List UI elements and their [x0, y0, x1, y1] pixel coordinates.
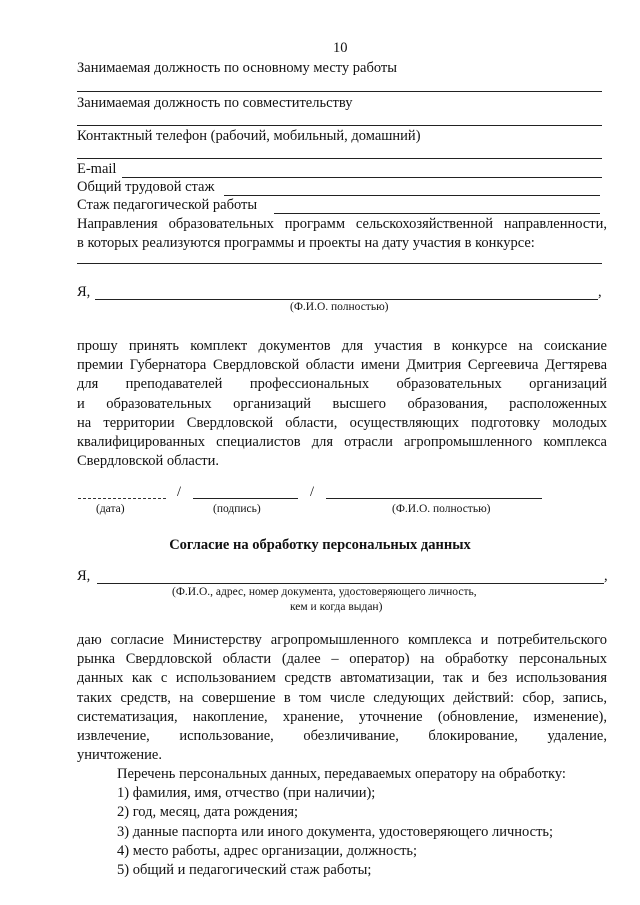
page-number: 10 [333, 40, 348, 56]
signature-caption: (подпись) [213, 503, 261, 515]
programs-line[interactable] [77, 263, 602, 264]
list-item: 3) данные паспорта или иного документа, удостоверяющего личность; [117, 823, 554, 840]
part-time-position-line[interactable] [77, 125, 602, 126]
consent-title: Согласие на обработку персональных данных [169, 537, 471, 553]
consent-list [117, 765, 566, 880]
main-position-line[interactable] [77, 91, 602, 92]
email-label: E-mail [77, 161, 117, 177]
contact-phone-label: Контактный телефон (рабочий, мобильный, домашний) [77, 128, 421, 144]
application-body-line: квалифицированных специалистов для отрасли агропромышленного комплекса [77, 433, 607, 450]
programs-line-2: в которых реализуются программы и проекты на дату участия в конкурсе: [77, 235, 535, 252]
consent-body-line: уничтожение. [77, 747, 162, 764]
list-item: 1) фамилия, имя, отчество (при наличии); [117, 785, 376, 802]
application-body-line: премии Губернатора Свердловской области имени Дмитрия Сергеевича Дегтярева [77, 357, 607, 374]
list-intro: Перечень персональных данных, передаваемых оператору на обработку: [117, 766, 566, 782]
slash-2: / [310, 484, 315, 500]
teaching-experience-label: Стаж педагогической работы [77, 197, 258, 213]
main-position-label: Занимаемая должность по основному месту работы [77, 60, 397, 76]
consent-body-line: таких средств, на совершение в том числе следующих действий: сбор, запись, [77, 689, 607, 706]
application-body-line: для преподавателей профессиональных образовательных организаций [77, 376, 607, 393]
date-line[interactable] [78, 498, 166, 499]
programs-label [77, 215, 607, 253]
list-item: 2) год, месяц, дата рождения; [117, 804, 299, 821]
application-comma: , [598, 284, 602, 300]
signature-fio-line[interactable] [326, 498, 542, 499]
teaching-experience-line[interactable] [274, 213, 600, 214]
application-body-line: на территории Свердловской области, осуществляющих подготовку молодых [77, 414, 607, 431]
list-item: 4) место работы, адрес организации, должность; [117, 842, 418, 859]
consent-caption-1: (Ф.И.О., адрес, номер документа, удостоверяющего личность, [172, 586, 477, 598]
signature-line[interactable] [193, 498, 298, 499]
consent-body [77, 631, 607, 765]
consent-body-line: даю согласие Министерству агропромышленного комплекса и потребительского [77, 632, 607, 648]
application-body-line: прошу принять комплект документов для участия в конкурсе на соискание [77, 338, 607, 354]
consent-fio-line[interactable] [97, 583, 604, 584]
list-item: 5) общий и педагогический стаж работы; [117, 861, 372, 878]
application-fio-caption: (Ф.И.О. полностью) [290, 301, 389, 313]
application-body-line: Свердловской области. [77, 453, 220, 470]
application-body [77, 337, 607, 471]
consent-body-line: рынка Свердловской области (далее – оператор) на обработку персональных [77, 651, 607, 668]
consent-comma: , [604, 568, 608, 584]
application-fio-line[interactable] [95, 299, 598, 300]
part-time-position-label: Занимаемая должность по совместительству [77, 95, 353, 111]
signature-fio-caption: (Ф.И.О. полностью) [392, 503, 491, 515]
consent-ya: Я, [77, 568, 91, 584]
consent-caption-2: кем и когда выдан) [290, 601, 383, 613]
contact-phone-line[interactable] [77, 158, 602, 159]
application-ya: Я, [77, 284, 91, 300]
total-experience-label: Общий трудовой стаж [77, 179, 215, 195]
total-experience-line[interactable] [224, 195, 600, 196]
consent-body-line: данных как с использованием средств автоматизации, так и без использования [77, 670, 607, 687]
consent-body-line: систематизация, накопление, хранение, уточнение (обновление, изменение), [77, 708, 607, 725]
date-caption: (дата) [96, 503, 125, 515]
consent-body-line: извлечение, использование, обезличивание, блокирование, удаление, [77, 727, 607, 744]
email-line[interactable] [122, 177, 602, 178]
application-body-line: и образовательных организаций высшего образования, расположенных [77, 395, 607, 412]
programs-line-1: Направления образовательных программ сельскохозяйственной направленности, [77, 216, 607, 232]
slash-1: / [177, 484, 182, 500]
